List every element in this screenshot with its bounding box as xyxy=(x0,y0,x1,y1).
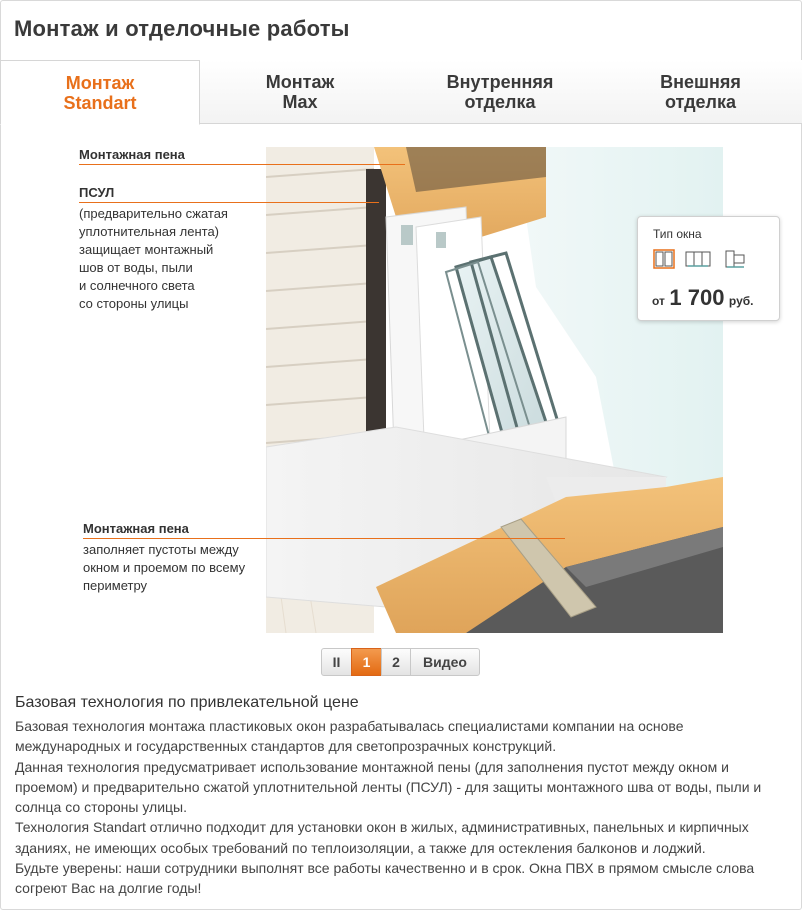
label-foam-bottom: Монтажная пена xyxy=(83,521,189,536)
tab-bar xyxy=(0,60,802,124)
price-amount: 1 700 xyxy=(669,285,725,310)
label-foam-bottom-line: периметру xyxy=(83,578,148,593)
label-foam-bottom-line: окном и проемом по всему xyxy=(83,560,246,575)
description-line: зданиях, не имеющих особых требований по теплоизоляции, а также для остекления балконов и лоджий. xyxy=(15,839,706,856)
leader-foam-top xyxy=(79,164,405,165)
tab-exterior-finishing[interactable] xyxy=(600,60,801,124)
label-psul-title: ПСУЛ xyxy=(79,185,115,200)
description-line: Данная технология предусматривает использование монтажной пены (для заполнения пустот между окном и xyxy=(15,758,729,775)
single-window-icon[interactable] xyxy=(653,249,675,269)
label-psul-line: шов от воды, пыли xyxy=(79,260,193,275)
tab-label-line2: Max xyxy=(282,92,318,112)
price-from: от xyxy=(652,294,665,308)
description-line: согреют Вас на долгие годы! xyxy=(15,880,202,897)
label-psul-line: со стороны улицы xyxy=(79,296,189,311)
tab-montazh-max[interactable] xyxy=(200,60,400,124)
description-line: Технология Standart отлично подходит для установки окон в жилых, административных, панельных и кирпичных xyxy=(15,819,749,836)
description-text xyxy=(15,716,790,899)
tab-label-line1: Монтаж xyxy=(265,72,335,92)
price-currency: руб. xyxy=(728,294,754,308)
description-line: Базовая технология монтажа пластиковых окон разрабатывалась специалистами компании на основе xyxy=(15,718,684,734)
tab-montazh-standart[interactable] xyxy=(0,60,200,125)
tab-label-line1: Внутренняя xyxy=(446,72,554,92)
label-psul-line: уплотнительная лента) xyxy=(79,224,219,239)
tab-label-line1: Монтаж xyxy=(65,72,135,93)
price-box xyxy=(637,216,780,321)
balcony-door-icon[interactable] xyxy=(724,249,746,269)
page-title: Монтаж и отделочные работы xyxy=(14,16,350,41)
leader-psul xyxy=(79,202,379,203)
label-psul-line: (предварительно сжатая xyxy=(79,206,228,221)
page-1-button[interactable]: 1 xyxy=(351,648,382,676)
tab-interior-finishing[interactable] xyxy=(400,60,600,124)
slide-pager xyxy=(321,648,480,676)
description-line: проемом) и предварительно сжатой уплотнительной ленты (ПСУЛ) - для защиты монтажного шва от воды, пыли и xyxy=(15,778,762,795)
leader-foam-bottom xyxy=(83,538,565,539)
page-2-button[interactable]: 2 xyxy=(381,648,411,676)
description-line: солнца со стороны улицы. xyxy=(15,799,188,816)
pause-button[interactable]: II xyxy=(321,648,352,676)
label-psul-line: защищает монтажный xyxy=(79,242,214,257)
description-line: международных и государственных стандартов для светопрозрачных конструкций. xyxy=(15,738,557,755)
tab-label-line2: отделка xyxy=(664,92,736,112)
label-psul-line: и солнечного света xyxy=(79,278,195,293)
description-title: Базовая технология по привлекательной цене xyxy=(15,694,359,711)
tab-label-line2: отделка xyxy=(464,92,536,112)
label-foam-top: Монтажная пена xyxy=(79,147,185,162)
price-line xyxy=(652,285,753,311)
label-foam-bottom-line: заполняет пустоты между xyxy=(83,542,239,557)
description-line: Будьте уверены: наши сотрудники выполнят все работы качественно и в срок. Окна ПВХ в прямом смысле слова xyxy=(15,860,755,877)
triple-window-icon[interactable] xyxy=(685,249,711,269)
tab-label-line2: Standart xyxy=(63,92,137,113)
video-button[interactable]: Видео xyxy=(410,648,480,676)
window-type-caption: Тип окна xyxy=(653,227,702,241)
tab-label-line1: Внешняя xyxy=(660,72,741,92)
